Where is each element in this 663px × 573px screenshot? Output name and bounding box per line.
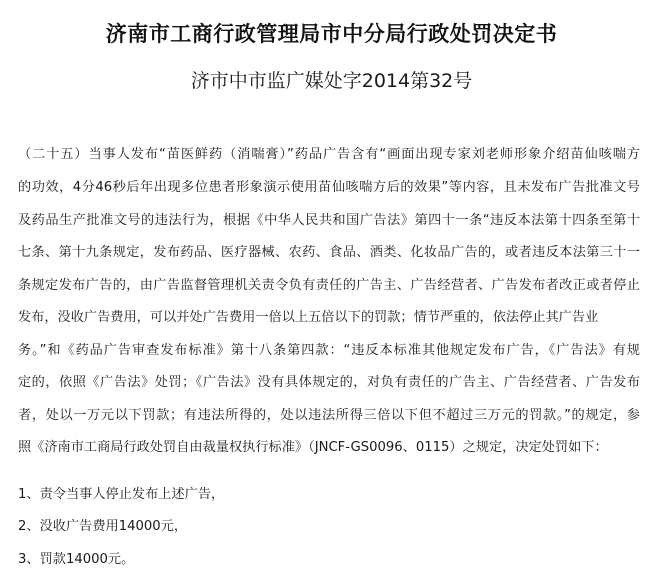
paragraph-line: 及药品生产批准文号的违法行为，根据《中华人民共和国广告法》第四十一条“违反本法第十四条至第十 — [18, 213, 640, 228]
paragraph-line: 务。”和《药品广告审查发布标准》第十八条第四款：“违反本标准其他规定发布广告，《广告法》有规 — [18, 343, 640, 358]
penalty-item: 3、罚款14000元。 — [18, 552, 135, 567]
paragraph-line: （二十五）当事人发布“苗医鲜药（消喘膏）”药品广告含有“画面出现专家刘老师形象介绍苗仙咳喘方 — [18, 147, 640, 162]
paragraph-line: 七条、第十九条规定，发布药品、医疗器械、农药、食品、酒类、化妆品广告的，或者违反本法第三十一 — [18, 245, 640, 260]
document-number: 济市中市监广媒处字2014第32号 — [190, 70, 473, 92]
penalty-item: 2、没收广告费用14000元， — [18, 519, 188, 534]
paragraph-line: 照《济南市工商局行政处罚自由裁量权执行标准》（JNCF-GS0096、0115）之规定，决定处罚如下： — [18, 440, 608, 455]
paragraph-line: 的功效，4分46秒后年出现多位患者形象演示使用苗仙咳喘方后的效果”等内容，且未发布广告批准文号 — [18, 180, 640, 195]
document-title: 济南市工商行政管理局市中分局行政处罚决定书 — [105, 22, 558, 46]
paragraph-line: 条规定发布广告的，由广告监督管理机关责令负有责任的广告主、广告经营者、广告发布者改正或者停止 — [18, 278, 640, 293]
paragraph-line: 发布，没收广告费用，可以并处广告费用一倍以上五倍以下的罚款；情节严重的，依法停止其广告业 — [18, 310, 599, 325]
paragraph-line: 定的，依照《广告法》处罚；《广告法》没有具体规定的，对负有责任的广告主、广告经营者、广告发布 — [18, 375, 640, 390]
penalty-item: 1、责令当事人停止发布上述广告， — [18, 487, 225, 502]
paragraph-line: 者，处以一万元以下罚款；有违法所得的，处以违法所得三倍以下但不超过三万元的罚款。”的规定，参 — [18, 408, 640, 423]
